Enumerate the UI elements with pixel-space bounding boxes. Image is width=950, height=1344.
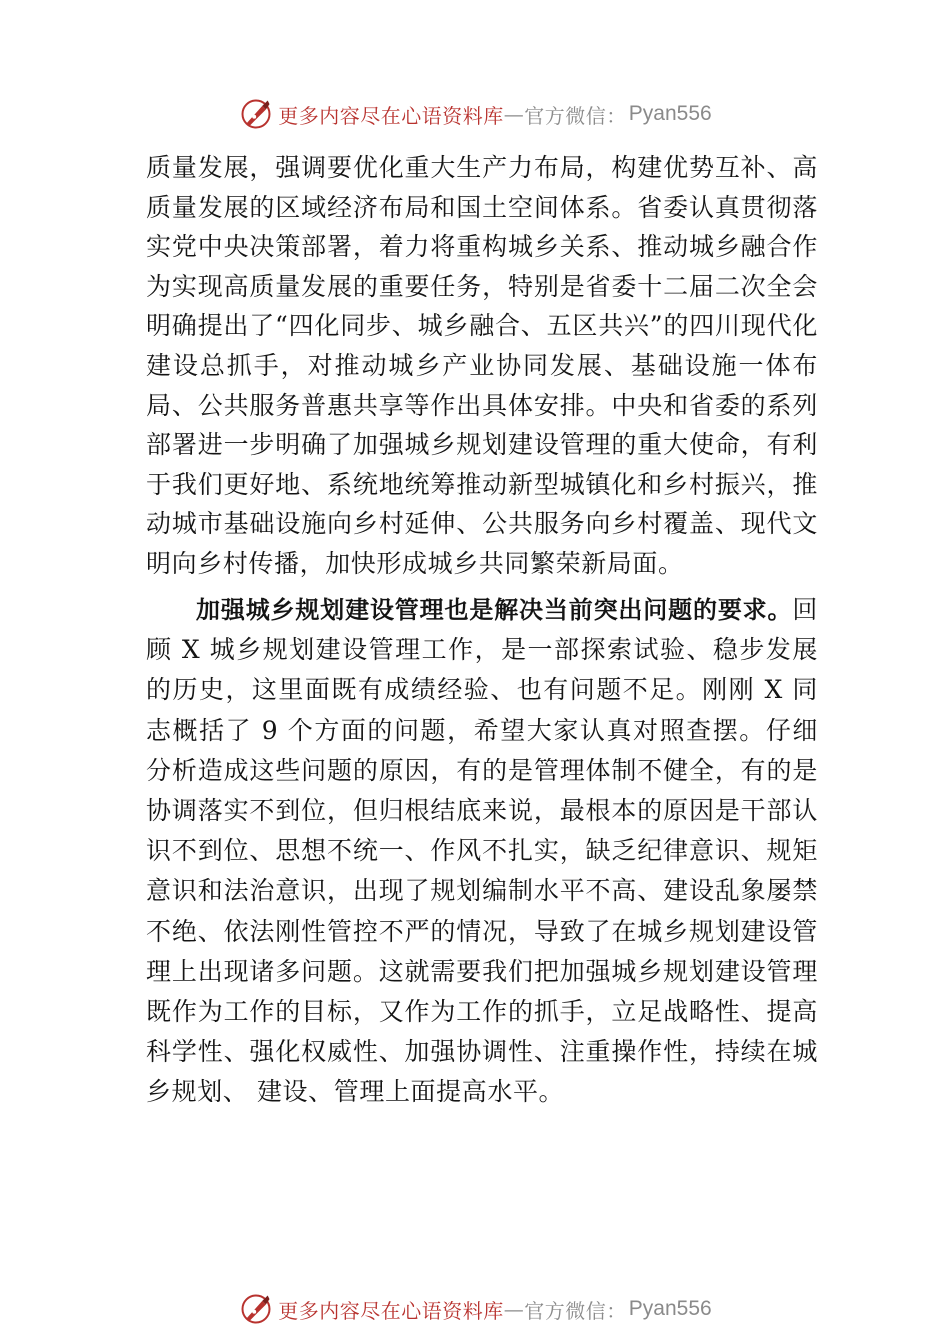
watermark-wechat-label: 官方微信： [524,103,627,128]
watermark-wechat-id: Pyan556 [628,102,712,125]
pen-nib-logo-icon [238,1291,274,1327]
paragraph-body-text: 回顾 X 城乡规划建设管理工作，是一部探索试验、稳步发展的历史，这里面既有成绩经验、也有问题不足。刚刚 X 同志概括了 9 个方面的问题，希望大家认真对照查摆。仔细分析造成这些问题的原因，有的是管理体制不健全，有的是协调落实不到位，但归根结底来说，最根本的原因是干部认识不到位、思想不统一、作风不扎实，缺乏纪律意识、规矩意识和法治意识，出现了规划编制水平不高、建设乱象屡禁不绝、依法刚性管控不严的情况，导致了在城乡规划建设管理上出现诸多问题。这就需要我们把加强城乡规划建设管理既作为工作的目标，又作为工作的抓手，立足战略性、提高科学性、强化权威性、加强协调性、注重操作性，持续在城乡规划、 建设、管理上面提高水平。 [146,595,818,1107]
footer-watermark [0,1289,950,1329]
pen-nib-logo-icon [238,96,274,132]
header-watermark [0,94,950,134]
watermark-library-text: 更多内容尽在心语资料库 [278,103,504,128]
watermark-wechat-label: 官方微信： [524,1298,627,1323]
body-paragraph-2 [146,590,818,1113]
paragraph-lead-sentence: 加强城乡规划建设管理也是解决当前突出问题的要求。 [196,596,793,624]
watermark-wechat-id: Pyan556 [628,1297,712,1320]
body-paragraph-1: 质量发展，强调要优化重大生产力布局，构建优势互补、高质量发展的区域经济布局和国土空间体系。省委认真贯彻落实党中央决策部署，着力将重构城乡关系、推动城乡融合作为实现高质量发展的重要任务，特别是省委十二届二次全会明确提出了“四化同步、城乡融合、五区共兴”的四川现代化建设总抓手，对推动城乡产业协同发展、基础设施一体布局、公共服务普惠共享等作出具体安排。中央和省委的系列部署进一步明确了加强城乡规划建设管理的重大使命，有利于我们更好地、系统地统筹推动新型城镇化和乡村振兴，推动城市基础设施向乡村延伸、公共服务向乡村覆盖、现代文明向乡村传播，加快形成城乡共同繁荣新局面。 [146,153,818,578]
watermark-dash: — [503,102,525,126]
watermark-dash: — [503,1297,525,1321]
watermark-library-text: 更多内容尽在心语资料库 [278,1298,504,1323]
